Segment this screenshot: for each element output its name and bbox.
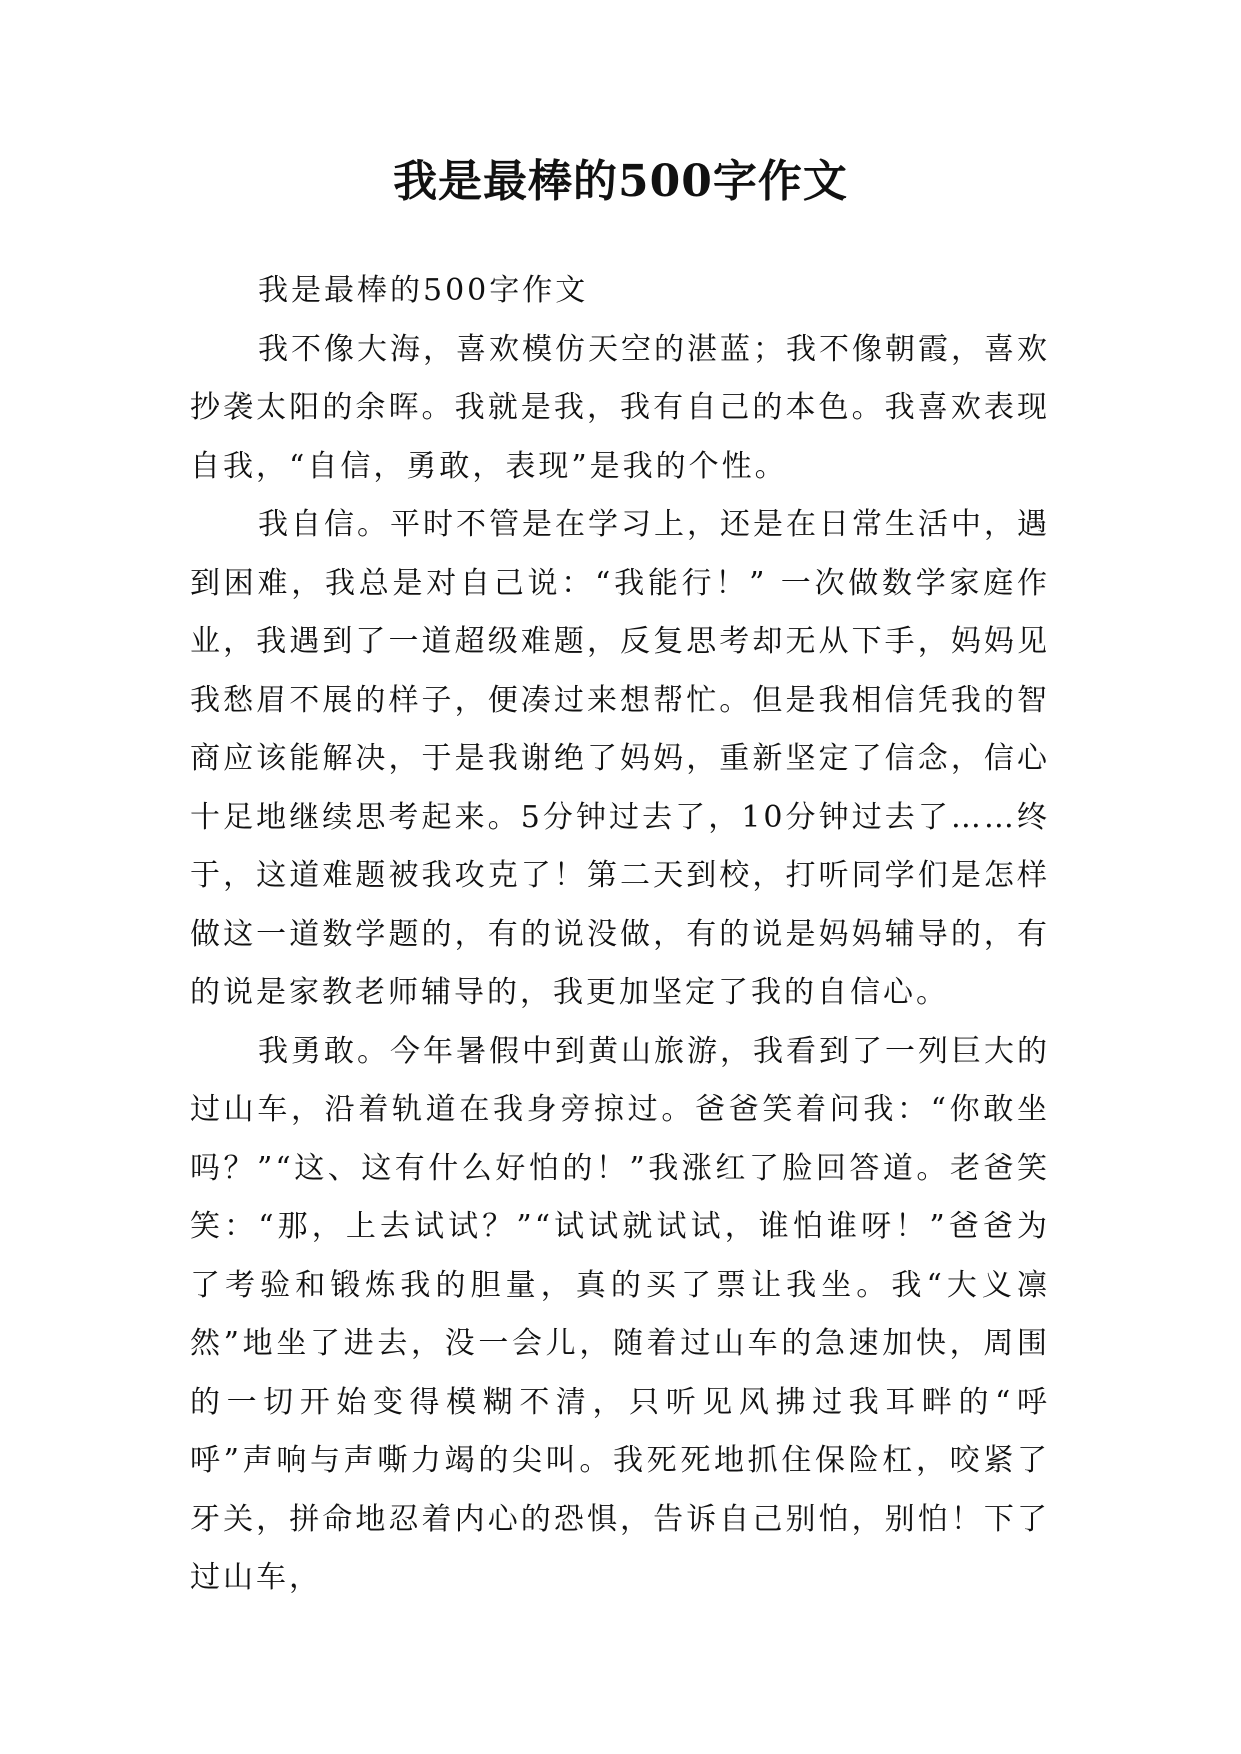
paragraph-bravery: 我勇敢。今年暑假中到黄山旅游，我看到了一列巨大的过山车，沿着轨道在我身旁掠过。爸爸笑着问我：“你敢坐吗？”“这、这有什么好怕的！”我涨红了脸回答道。老爸笑笑：“那，上去试试？”“试试就试试，谁怕谁呀！”爸爸为了考验和锻炼我的胆量，真的买了票让我坐。我“大义凛然”地坐了进去，没一会儿，随着过山车的急速加快，周围的一切开始变得模糊不清，只听见风拂过我耳畔的“呼呼”声响与声嘶力竭的尖叫。我死死地抓住保险杠，咬紧了牙关，拼命地忍着内心的恐惧，告诉自己别怕，别怕！下了过山车， [190,1033,1050,1595]
document-title: 我是最棒的500字作文 [393,156,848,207]
paragraph-subtitle: 我是最棒的500字作文 [258,273,589,308]
paragraph-intro: 我不像大海，喜欢模仿天空的湛蓝；我不像朝霞，喜欢抄袭太阳的余晖。我就是我，我有自己的本色。我喜欢表现自我，“自信，勇敢，表现”是我的个性。 [190,331,1050,484]
document-body [190,262,1050,1608]
paragraph-confidence: 我自信。平时不管是在学习上，还是在日常生活中，遇到困难，我总是对自己说：“我能行！” 一次做数学家庭作业，我遇到了一道超级难题，反复思考却无从下手，妈妈见我愁眉不展的样子，便凑过来想帮忙。但是我相信凭我的智商应该能解决，于是我谢绝了妈妈，重新坚定了信念，信心十足地继续思考起来。5分钟过去了，10分钟过去了……终于，这道难题被我攻克了！第二天到校，打听同学们是怎样做这一道数学题的，有的说没做，有的说是妈妈辅导的，有的说是家教老师辅导的，我更加坚定了我的自信心。 [190,507,1050,1010]
